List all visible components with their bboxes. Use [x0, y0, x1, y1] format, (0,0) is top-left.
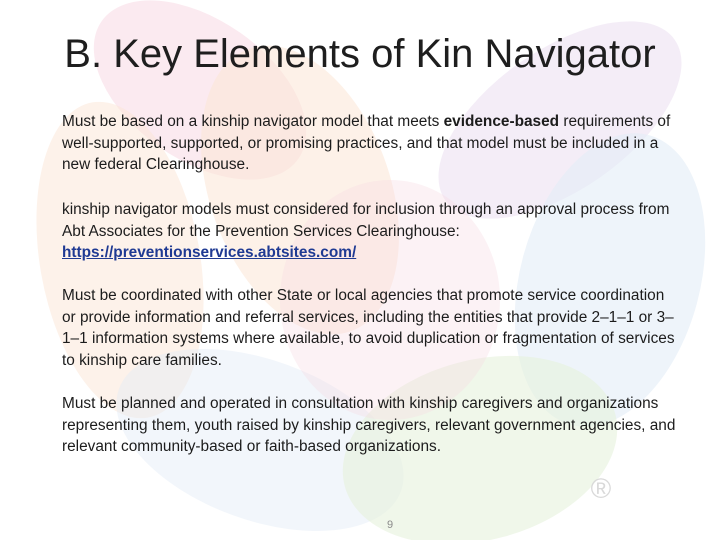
page-number: 9: [386, 519, 394, 531]
registered-trademark-icon: ®: [590, 473, 612, 504]
slide-title: B. Key Elements of Kin Navigator: [64, 32, 656, 76]
paragraph-evidence-based: [62, 111, 682, 176]
paragraph-text: Must be based on a kinship navigator model that meets: [62, 113, 444, 130]
paragraph-text: kinship navigator models must considered for inclusion through an approval process from Abt Associates for the Prevention Services Clearinghouse:: [62, 201, 670, 240]
paragraph-consultation: Must be planned and operated in consultation with kinship caregivers and organizations representing them, youth raised by kinship caregivers, relevant government agencies, and relevant community-based or faith-based organizations.: [62, 395, 676, 455]
clearinghouse-link[interactable]: https://preventionservices.abtsites.com/: [62, 244, 357, 261]
paragraph-text: requirements of well-supported, supported, or promising practices, and that model must be included in a new federal Clearinghouse.: [62, 113, 671, 173]
emphasis-text: evidence-based: [443, 113, 560, 130]
paragraph-coordination: Must be coordinated with other State or local agencies that promote service coordination or provide information and referral services, including the entities that provide 2–1–1 or 3–1–1 information systems where available, to avoid duplication or fragmentation of services to kinship care families.: [62, 287, 675, 369]
paragraph-clearinghouse: [62, 199, 682, 264]
